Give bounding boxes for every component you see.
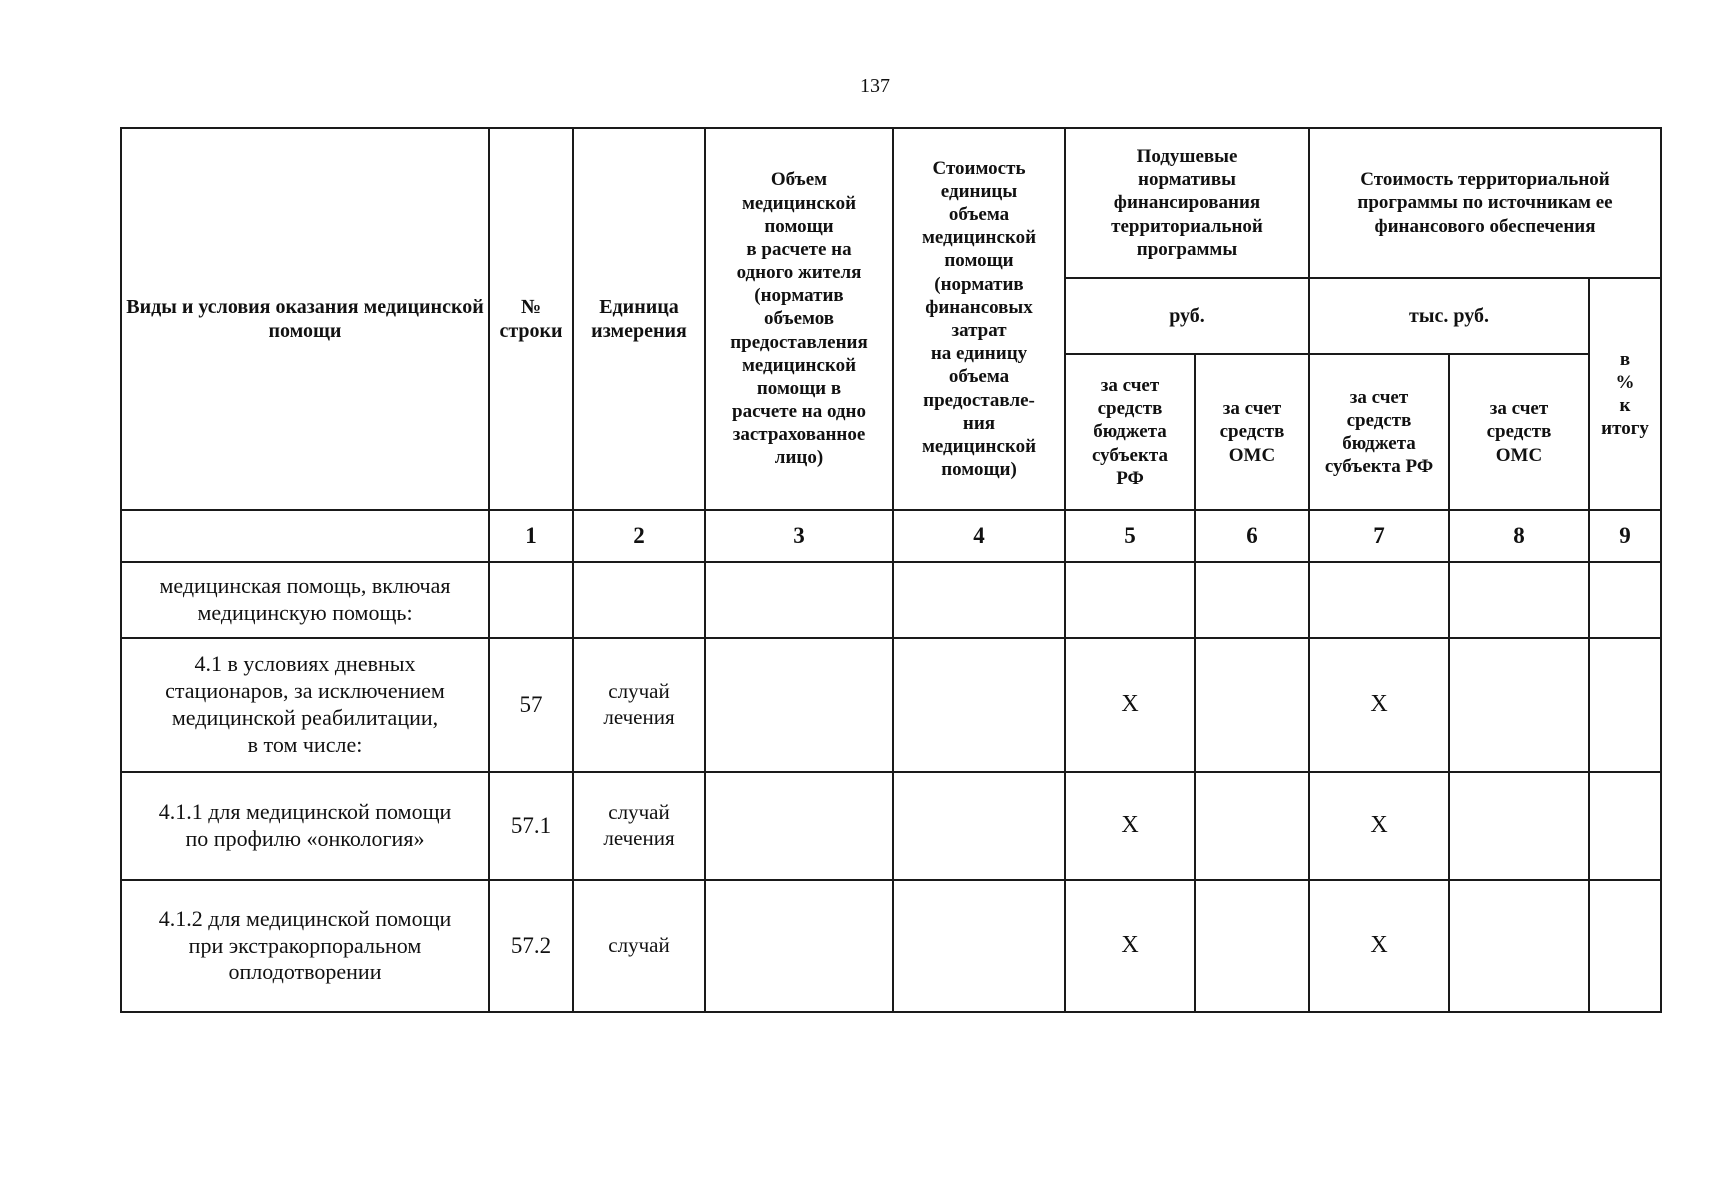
column-number-empty: [121, 510, 489, 562]
cell-cost: [893, 638, 1065, 772]
cell-oms-rub: [1195, 880, 1309, 1012]
header-budget-thousand: за счет средств бюджета субъекта РФ: [1309, 354, 1449, 510]
cell-volume: [705, 562, 893, 638]
row-number: 57.1: [489, 772, 573, 880]
cell-budget-rub: [1065, 562, 1195, 638]
column-number: 3: [705, 510, 893, 562]
row-number: 57: [489, 638, 573, 772]
cell-percent: [1589, 562, 1661, 638]
table-row: [121, 562, 1661, 638]
cell-budget-thousand: X: [1309, 880, 1449, 1012]
header-type: Виды и условия оказания медицинской помощи: [121, 128, 489, 510]
header-row-1: [121, 128, 1661, 278]
cell-oms-thousand: [1449, 638, 1589, 772]
cell-oms-rub: [1195, 638, 1309, 772]
header-budget-rub: за счет средств бюджета субъекта РФ: [1065, 354, 1195, 510]
row-number: [489, 562, 573, 638]
table-row: [121, 772, 1661, 880]
header-percent: в % к итогу: [1589, 278, 1661, 510]
column-number: 8: [1449, 510, 1589, 562]
row-unit: [573, 562, 705, 638]
cell-budget-thousand: X: [1309, 772, 1449, 880]
cell-budget-rub: X: [1065, 638, 1195, 772]
header-oms-thousand: за счет средств ОМС: [1449, 354, 1589, 510]
header-row-number: № строки: [489, 128, 573, 510]
cell-oms-thousand: [1449, 772, 1589, 880]
row-unit: случай: [573, 880, 705, 1012]
column-number-row: [121, 510, 1661, 562]
table-row: [121, 638, 1661, 772]
cell-budget-rub: X: [1065, 880, 1195, 1012]
cell-oms-thousand: [1449, 880, 1589, 1012]
column-number: 5: [1065, 510, 1195, 562]
column-number: 6: [1195, 510, 1309, 562]
header-cost: Стоимость единицы объема медицинской помощи (норматив финансовых затрат на единицу объема предоставле- ния медицинской помощи): [893, 128, 1065, 510]
cell-oms-rub: [1195, 562, 1309, 638]
financing-table: [120, 127, 1662, 1013]
cell-oms-rub: [1195, 772, 1309, 880]
cell-volume: [705, 772, 893, 880]
column-number: 2: [573, 510, 705, 562]
header-unit-thousand-rub: тыс. руб.: [1309, 278, 1589, 354]
table-row: [121, 880, 1661, 1012]
cell-volume: [705, 880, 893, 1012]
cell-budget-thousand: [1309, 562, 1449, 638]
column-number: 4: [893, 510, 1065, 562]
cell-cost: [893, 880, 1065, 1012]
row-name: 4.1 в условиях дневных стационаров, за исключением медицинской реабилитации, в том числе:: [121, 638, 489, 772]
cell-cost: [893, 772, 1065, 880]
cell-percent: [1589, 638, 1661, 772]
cell-oms-thousand: [1449, 562, 1589, 638]
header-per-capita-group: Подушевые нормативы финансирования территориальной программы: [1065, 128, 1309, 278]
row-name: 4.1.1 для медицинской помощи по профилю «онкология»: [121, 772, 489, 880]
row-unit: случай лечения: [573, 772, 705, 880]
cell-percent: [1589, 880, 1661, 1012]
row-unit: случай лечения: [573, 638, 705, 772]
cell-volume: [705, 638, 893, 772]
header-unit-rub: руб.: [1065, 278, 1309, 354]
header-program-cost-group: Стоимость территориальной программы по источникам ее финансового обеспечения: [1309, 128, 1661, 278]
header-volume: Объем медицинской помощи в расчете на одного жителя (норматив объемов предоставления медицинской помощи в расчете на одно застрахованное лицо): [705, 128, 893, 510]
row-number: 57.2: [489, 880, 573, 1012]
cell-percent: [1589, 772, 1661, 880]
page-number: 137: [860, 75, 890, 97]
cell-budget-rub: X: [1065, 772, 1195, 880]
row-name: медицинская помощь, включая медицинскую помощь:: [121, 562, 489, 638]
column-number: 7: [1309, 510, 1449, 562]
row-name: 4.1.2 для медицинской помощи при экстракорпоральном оплодотворении: [121, 880, 489, 1012]
header-oms-rub: за счет средств ОМС: [1195, 354, 1309, 510]
column-number: 9: [1589, 510, 1661, 562]
column-number: 1: [489, 510, 573, 562]
cell-budget-thousand: X: [1309, 638, 1449, 772]
header-unit: Единица измерения: [573, 128, 705, 510]
cell-cost: [893, 562, 1065, 638]
